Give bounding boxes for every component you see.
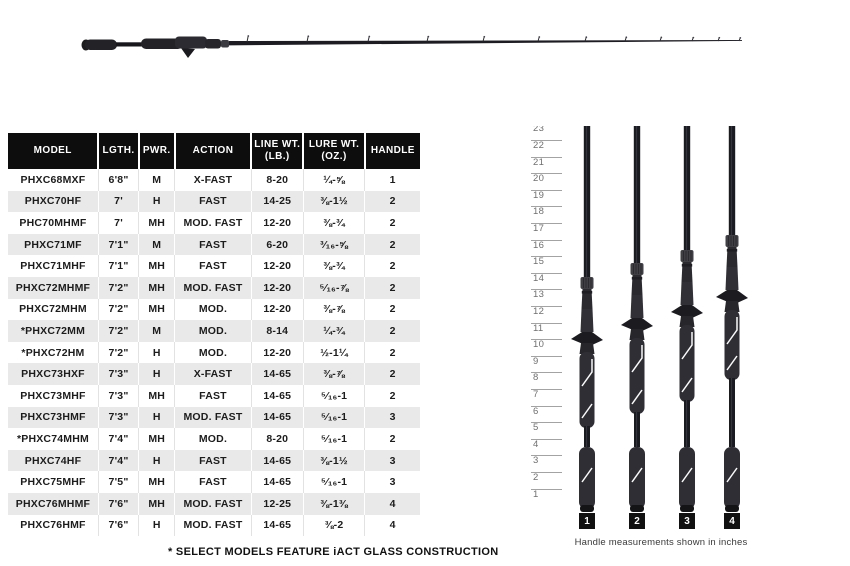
table-cell: 12-20 (251, 342, 303, 364)
table-cell: 2 (365, 191, 420, 213)
table-cell: 12-20 (251, 277, 303, 299)
ruler-tick-label: 11 (533, 322, 544, 334)
table-cell: 2 (365, 277, 420, 299)
table-row (8, 363, 420, 385)
table-cell: ⁵⁄₁₆-1 (303, 471, 364, 493)
ruler-tick (531, 472, 562, 483)
table-header-cell: MODEL (8, 133, 98, 169)
table-row (8, 320, 420, 342)
table-cell: FAST (175, 471, 251, 493)
table-cell: ⅜-2 (303, 515, 364, 537)
table-cell: 7'1" (98, 234, 138, 256)
table-cell: M (139, 169, 175, 191)
table-row (8, 191, 420, 213)
table-cell: H (139, 515, 175, 537)
table-cell: MOD. FAST (175, 277, 251, 299)
ruler (531, 126, 565, 502)
table-cell: PHXC74HF (8, 450, 98, 472)
handle-badge-4 (724, 513, 740, 529)
table-cell: PHC70MHMF (8, 212, 98, 234)
table-cell: MOD. (175, 320, 251, 342)
table-cell: MH (139, 385, 175, 407)
table-cell: ⅜-1½ (303, 450, 364, 472)
table-cell: ⅜-¾ (303, 212, 364, 234)
table-cell: 2 (365, 428, 420, 450)
ruler-tick-label: 12 (533, 306, 545, 317)
table-cell: H (139, 450, 175, 472)
table-cell: *PHXC72MM (8, 320, 98, 342)
table-cell: PHXC71MHF (8, 255, 98, 277)
table-row (8, 277, 420, 299)
diagram-caption: Handle measurements shown in inches (574, 537, 748, 548)
table-cell: 7' (98, 212, 138, 234)
table-cell: MOD. (175, 299, 251, 321)
ruler-tick (531, 356, 562, 367)
table-cell: PHXC68MXF (8, 169, 98, 191)
table-row (8, 407, 420, 429)
ruler-tick (531, 406, 562, 417)
table-cell: MH (139, 471, 175, 493)
table-cell: ³⁄₁₆-⅝ (303, 234, 364, 256)
ruler-tick (531, 489, 562, 500)
footnote: * SELECT MODELS FEATURE iACT GLASS CONSTRUCTION (168, 546, 499, 558)
table-cell: ⁵⁄₁₆-1 (303, 428, 364, 450)
ruler-tick-label: 5 (533, 422, 539, 434)
ruler-tick (531, 455, 562, 466)
table-cell: M (139, 320, 175, 342)
table-cell: 12-25 (251, 493, 303, 515)
table-header-row (8, 133, 420, 169)
handle-badge-2 (629, 513, 645, 529)
table-cell: ⅜-1½ (303, 191, 364, 213)
handle-illustration-2 (614, 126, 660, 518)
table-row (8, 342, 420, 364)
table-row (8, 255, 420, 277)
table-row (8, 471, 420, 493)
ruler-tick-label: 3 (533, 455, 539, 467)
table-header-cell: HANDLE (365, 133, 420, 169)
handle-badge-label: 4 (729, 515, 735, 527)
table-cell: PHXC72MHM (8, 299, 98, 321)
table-cell: MH (139, 299, 175, 321)
table-header-cell: LINE WT. (LB.) (251, 133, 303, 169)
handle-badge-label: 1 (584, 515, 590, 527)
ruler-tick (531, 422, 562, 433)
table-cell: 12-20 (251, 212, 303, 234)
table-cell: 2 (365, 234, 420, 256)
ruler-tick (531, 126, 562, 134)
table-cell: 7'5" (98, 471, 138, 493)
table-cell: 2 (365, 320, 420, 342)
table-cell: 7'6" (98, 515, 138, 537)
handle-illustration-1 (564, 126, 610, 518)
ruler-tick-label: 16 (533, 239, 545, 251)
ruler-tick-label: 1 (533, 488, 539, 500)
ruler-tick (531, 289, 562, 300)
table-cell: 7' (98, 191, 138, 213)
ruler-tick (531, 372, 562, 383)
handle-illustration-4 (709, 126, 755, 518)
table-cell: *PHXC72HM (8, 342, 98, 364)
table-row (8, 234, 420, 256)
table-cell: 1 (365, 169, 420, 191)
table-cell: 14-65 (251, 515, 303, 537)
ruler-tick (531, 240, 562, 251)
table-cell: ⅜-⅞ (303, 299, 364, 321)
ruler-tick (531, 157, 562, 168)
table-cell: FAST (175, 450, 251, 472)
ruler-tick (531, 173, 562, 184)
ruler-tick-label: 2 (533, 472, 539, 483)
table-cell: 7'2" (98, 277, 138, 299)
table-cell: X-FAST (175, 169, 251, 191)
table-cell: FAST (175, 191, 251, 213)
ruler-tick-label: 10 (533, 339, 545, 351)
table-header (8, 133, 420, 169)
table-cell: *PHXC74MHM (8, 428, 98, 450)
handle-badge-3 (679, 513, 695, 529)
table-cell: 2 (365, 385, 420, 407)
table-cell: PHXC72MHMF (8, 277, 98, 299)
table-cell: MOD. FAST (175, 407, 251, 429)
table-cell: 6'8" (98, 169, 138, 191)
table-cell: PHXC70HF (8, 191, 98, 213)
ruler-tick (531, 190, 562, 201)
table-cell: ⁵⁄₁₆-1 (303, 385, 364, 407)
ruler-tick (531, 339, 562, 350)
table-cell: 4 (365, 515, 420, 537)
table-cell: MH (139, 493, 175, 515)
ruler-tick-label: 17 (533, 223, 545, 234)
ruler-tick-label: 14 (533, 272, 545, 284)
table-cell: ⅜-1⅜ (303, 493, 364, 515)
table-cell: X-FAST (175, 363, 251, 385)
ruler-tick-label: 18 (533, 206, 545, 218)
spec-table-grid (8, 133, 420, 536)
table-cell: 14-65 (251, 407, 303, 429)
ruler-tick-label: 21 (533, 156, 545, 168)
table-cell: 2 (365, 299, 420, 321)
table-cell: PHXC73HMF (8, 407, 98, 429)
table-cell: ½-1¼ (303, 342, 364, 364)
table-row (8, 299, 420, 321)
ruler-tick (531, 223, 562, 234)
ruler-tick-label: 4 (533, 438, 539, 450)
table-cell: 7'3" (98, 385, 138, 407)
table-cell: MOD. (175, 342, 251, 364)
table-cell: 2 (365, 342, 420, 364)
table-cell: PHXC73MHF (8, 385, 98, 407)
table-cell: 3 (365, 450, 420, 472)
table-cell: PHXC73HXF (8, 363, 98, 385)
table-cell: 14-65 (251, 471, 303, 493)
table-cell: PHXC75MHF (8, 471, 98, 493)
table-cell: ⅜-⅞ (303, 363, 364, 385)
table-cell: MOD. FAST (175, 212, 251, 234)
ruler-tick (531, 256, 562, 267)
ruler-tick-label: 9 (533, 355, 539, 367)
table-cell: 3 (365, 471, 420, 493)
table-cell: 12-20 (251, 299, 303, 321)
ruler-tick-label: 6 (533, 405, 539, 417)
table-cell: MOD. FAST (175, 515, 251, 537)
table-cell: 7'4" (98, 428, 138, 450)
table-cell: 7'2" (98, 320, 138, 342)
table-cell: PHXC71MF (8, 234, 98, 256)
table-cell: 2 (365, 363, 420, 385)
ruler-tick-label: 7 (533, 389, 539, 400)
ruler-tick (531, 206, 562, 217)
table-header-cell: LGTH. (98, 133, 138, 169)
ruler-tick (531, 306, 562, 317)
table-cell: H (139, 407, 175, 429)
table-cell: 8-20 (251, 428, 303, 450)
table-row (8, 212, 420, 234)
table-cell: 7'2" (98, 299, 138, 321)
table-cell: 7'6" (98, 493, 138, 515)
table-cell: H (139, 363, 175, 385)
ruler-tick-label: 23 (533, 126, 545, 135)
table-cell: 14-65 (251, 450, 303, 472)
ruler-tick-label: 8 (533, 372, 539, 384)
table-row (8, 450, 420, 472)
table-cell: MH (139, 428, 175, 450)
rod-image (75, 22, 755, 66)
ruler-tick (531, 439, 562, 450)
table-header-cell: PWR. (139, 133, 175, 169)
ruler-tick-label: 13 (533, 289, 545, 301)
table-cell: FAST (175, 385, 251, 407)
table-row (8, 385, 420, 407)
table-cell: MOD. (175, 428, 251, 450)
ruler-tick-label: 15 (533, 256, 545, 268)
table-cell: MH (139, 277, 175, 299)
table-cell: FAST (175, 234, 251, 256)
ruler-tick-label: 22 (533, 140, 545, 151)
table-cell: MOD. FAST (175, 493, 251, 515)
handle-badge-label: 2 (634, 515, 640, 527)
table-cell: FAST (175, 255, 251, 277)
table-cell: 7'1" (98, 255, 138, 277)
table-cell: H (139, 342, 175, 364)
ruler-tick (531, 323, 562, 334)
table-cell: 7'3" (98, 407, 138, 429)
handle-illustration-3 (664, 126, 710, 518)
ruler-tick (531, 273, 562, 284)
table-cell: H (139, 191, 175, 213)
ruler-tick-label: 20 (533, 173, 545, 185)
table-cell: ¼-⅝ (303, 169, 364, 191)
table-header-cell: ACTION (175, 133, 251, 169)
table-cell: 14-25 (251, 191, 303, 213)
table-cell: ¼-¾ (303, 320, 364, 342)
table-cell: 14-65 (251, 385, 303, 407)
table-cell: 4 (365, 493, 420, 515)
table-cell: MH (139, 212, 175, 234)
table-row (8, 428, 420, 450)
table-cell: 6-20 (251, 234, 303, 256)
table-header-cell: LURE WT. (OZ.) (303, 133, 364, 169)
table-cell: ⁵⁄₁₆-1 (303, 407, 364, 429)
table-cell: 3 (365, 407, 420, 429)
table-cell: PHXC76HMF (8, 515, 98, 537)
spec-table (8, 133, 420, 536)
table-row (8, 493, 420, 515)
handle-badge-1 (579, 513, 595, 529)
table-row (8, 515, 420, 537)
table-cell: 7'2" (98, 342, 138, 364)
ruler-tick (531, 140, 562, 151)
table-row (8, 169, 420, 191)
table-cell: 12-20 (251, 255, 303, 277)
table-cell: 7'3" (98, 363, 138, 385)
table-cell: ⁵⁄₁₆-⅞ (303, 277, 364, 299)
table-cell: 2 (365, 255, 420, 277)
ruler-tick (531, 389, 562, 400)
table-cell: ⅜-¾ (303, 255, 364, 277)
handle-badge-label: 3 (684, 515, 690, 527)
table-cell: PHXC76MHMF (8, 493, 98, 515)
table-cell: 14-65 (251, 363, 303, 385)
table-cell: 2 (365, 212, 420, 234)
table-cell: MH (139, 255, 175, 277)
table-cell: 8-20 (251, 169, 303, 191)
table-body (8, 169, 420, 536)
ruler-tick-label: 19 (533, 189, 545, 201)
table-cell: 7'4" (98, 450, 138, 472)
table-cell: 8-14 (251, 320, 303, 342)
table-cell: M (139, 234, 175, 256)
